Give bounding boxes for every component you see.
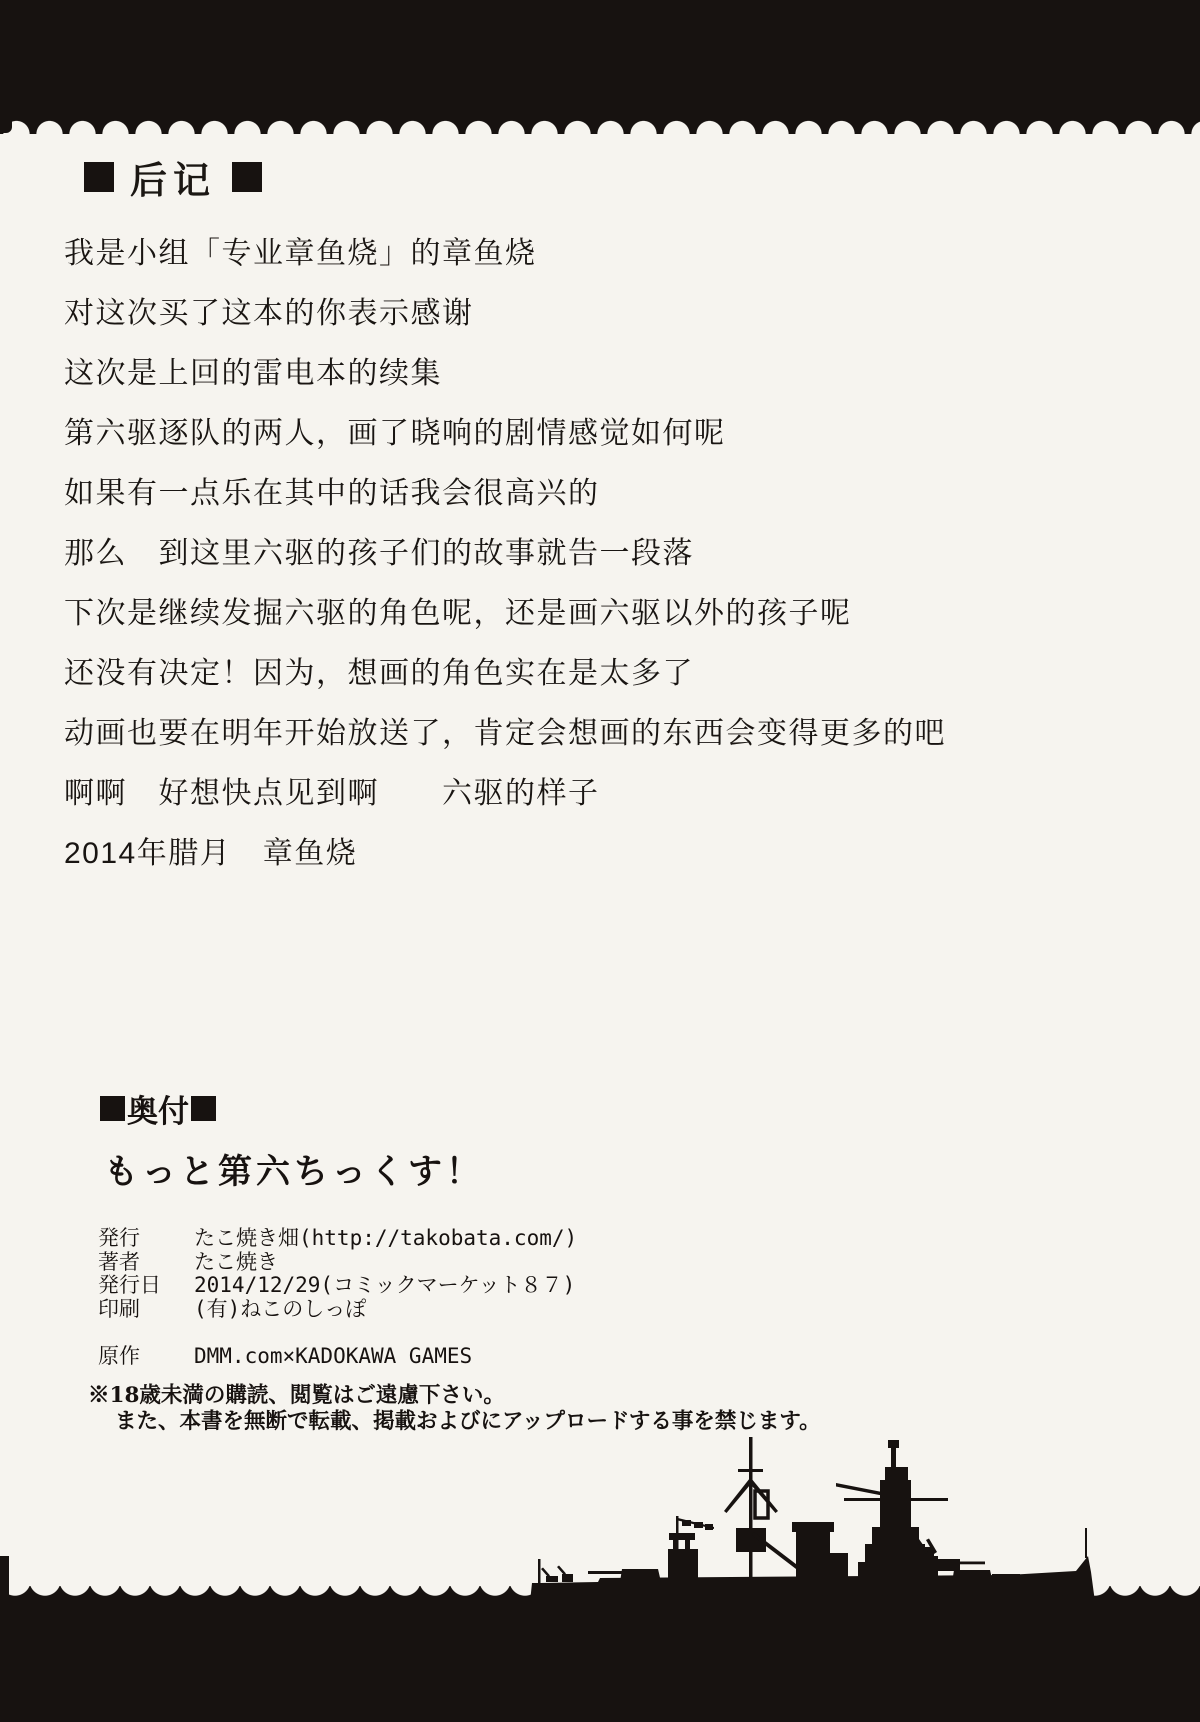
colophon-row-author bbox=[98, 1251, 898, 1275]
square-bullet-icon bbox=[100, 1096, 125, 1121]
row-label: 発行 bbox=[98, 1226, 140, 1250]
colophon-heading bbox=[100, 1086, 216, 1131]
book-title: もっと第六ちっくす！ bbox=[104, 1152, 484, 1192]
afterword-line: 那么 到这里六驱的孩子们的故事就告一段落 bbox=[64, 537, 694, 570]
colophon-notes bbox=[88, 1383, 1068, 1435]
square-bullet-icon bbox=[232, 162, 262, 192]
row-value: たこ焼き bbox=[194, 1249, 278, 1274]
afterword-date-line: 2014年腊月 章鱼烧 bbox=[64, 837, 358, 870]
afterword-body bbox=[64, 237, 1064, 897]
afterword-line: 如果有一点乐在其中的话我会很高兴的 bbox=[64, 477, 600, 510]
colophon-row-original bbox=[98, 1345, 898, 1369]
bottom-border-band bbox=[0, 1597, 1200, 1722]
afterword-line: 第六驱逐队的两人，画了晓响的剧情感觉如何呢 bbox=[64, 417, 726, 450]
afterword-line: 我是小组「专业章鱼烧」的章鱼烧 bbox=[64, 237, 537, 270]
afterword-heading-text: 后记 bbox=[130, 160, 216, 201]
afterword-line: 还没有决定！因为，想画的角色实在是太多了 bbox=[64, 657, 694, 690]
top-border-band bbox=[0, 0, 1200, 118]
colophon-heading-text: 奥付 bbox=[127, 1094, 189, 1129]
row-value: (有)ねこのしっぽ bbox=[194, 1296, 367, 1321]
row-value: 2014/12/29(コミックマーケット８７) bbox=[194, 1273, 576, 1297]
afterword-heading bbox=[84, 150, 262, 204]
colophon-row-date bbox=[98, 1274, 898, 1298]
row-label: 原作 bbox=[98, 1344, 140, 1368]
row-label: 著者 bbox=[98, 1249, 140, 1274]
colophon-row-printer bbox=[98, 1298, 898, 1322]
top-scalloped-edge bbox=[0, 118, 1200, 134]
afterword-line: 对这次买了这本的你表示感谢 bbox=[64, 297, 474, 330]
afterword-line: 这次是上回的雷电本的续集 bbox=[64, 357, 442, 390]
afterword-line: 下次是继续发掘六驱的角色呢，还是画六驱以外的孩子呢 bbox=[64, 597, 852, 630]
row-label: 印刷 bbox=[98, 1296, 140, 1321]
no-reupload-note: また、本書を無断で転載、掲載およびにアップロードする事を禁じます。 bbox=[115, 1409, 821, 1434]
row-label: 発行日 bbox=[98, 1273, 161, 1297]
colophon-rows bbox=[98, 1227, 898, 1369]
left-edge-shadow-top bbox=[0, 0, 12, 133]
row-value: たこ焼き畑(http://takobata.com/) bbox=[194, 1226, 578, 1250]
colophon-row-publisher bbox=[98, 1227, 898, 1251]
left-edge-shadow-bottom bbox=[0, 1556, 9, 1722]
afterword-line: 啊啊 好想快点见到啊 六驱的样子 bbox=[64, 777, 600, 810]
square-bullet-icon bbox=[191, 1096, 216, 1121]
row-value: DMM.com×KADOKAWA GAMES bbox=[194, 1344, 473, 1368]
age-restriction-note: ※18歳未満の購読、閲覧はご遠慮下さい。 bbox=[88, 1383, 505, 1408]
afterword-line: 动画也要在明年开始放送了，肯定会想画的东西会变得更多的吧 bbox=[64, 717, 946, 750]
square-bullet-icon bbox=[84, 162, 114, 192]
battleship-silhouette-image bbox=[528, 1432, 1100, 1602]
